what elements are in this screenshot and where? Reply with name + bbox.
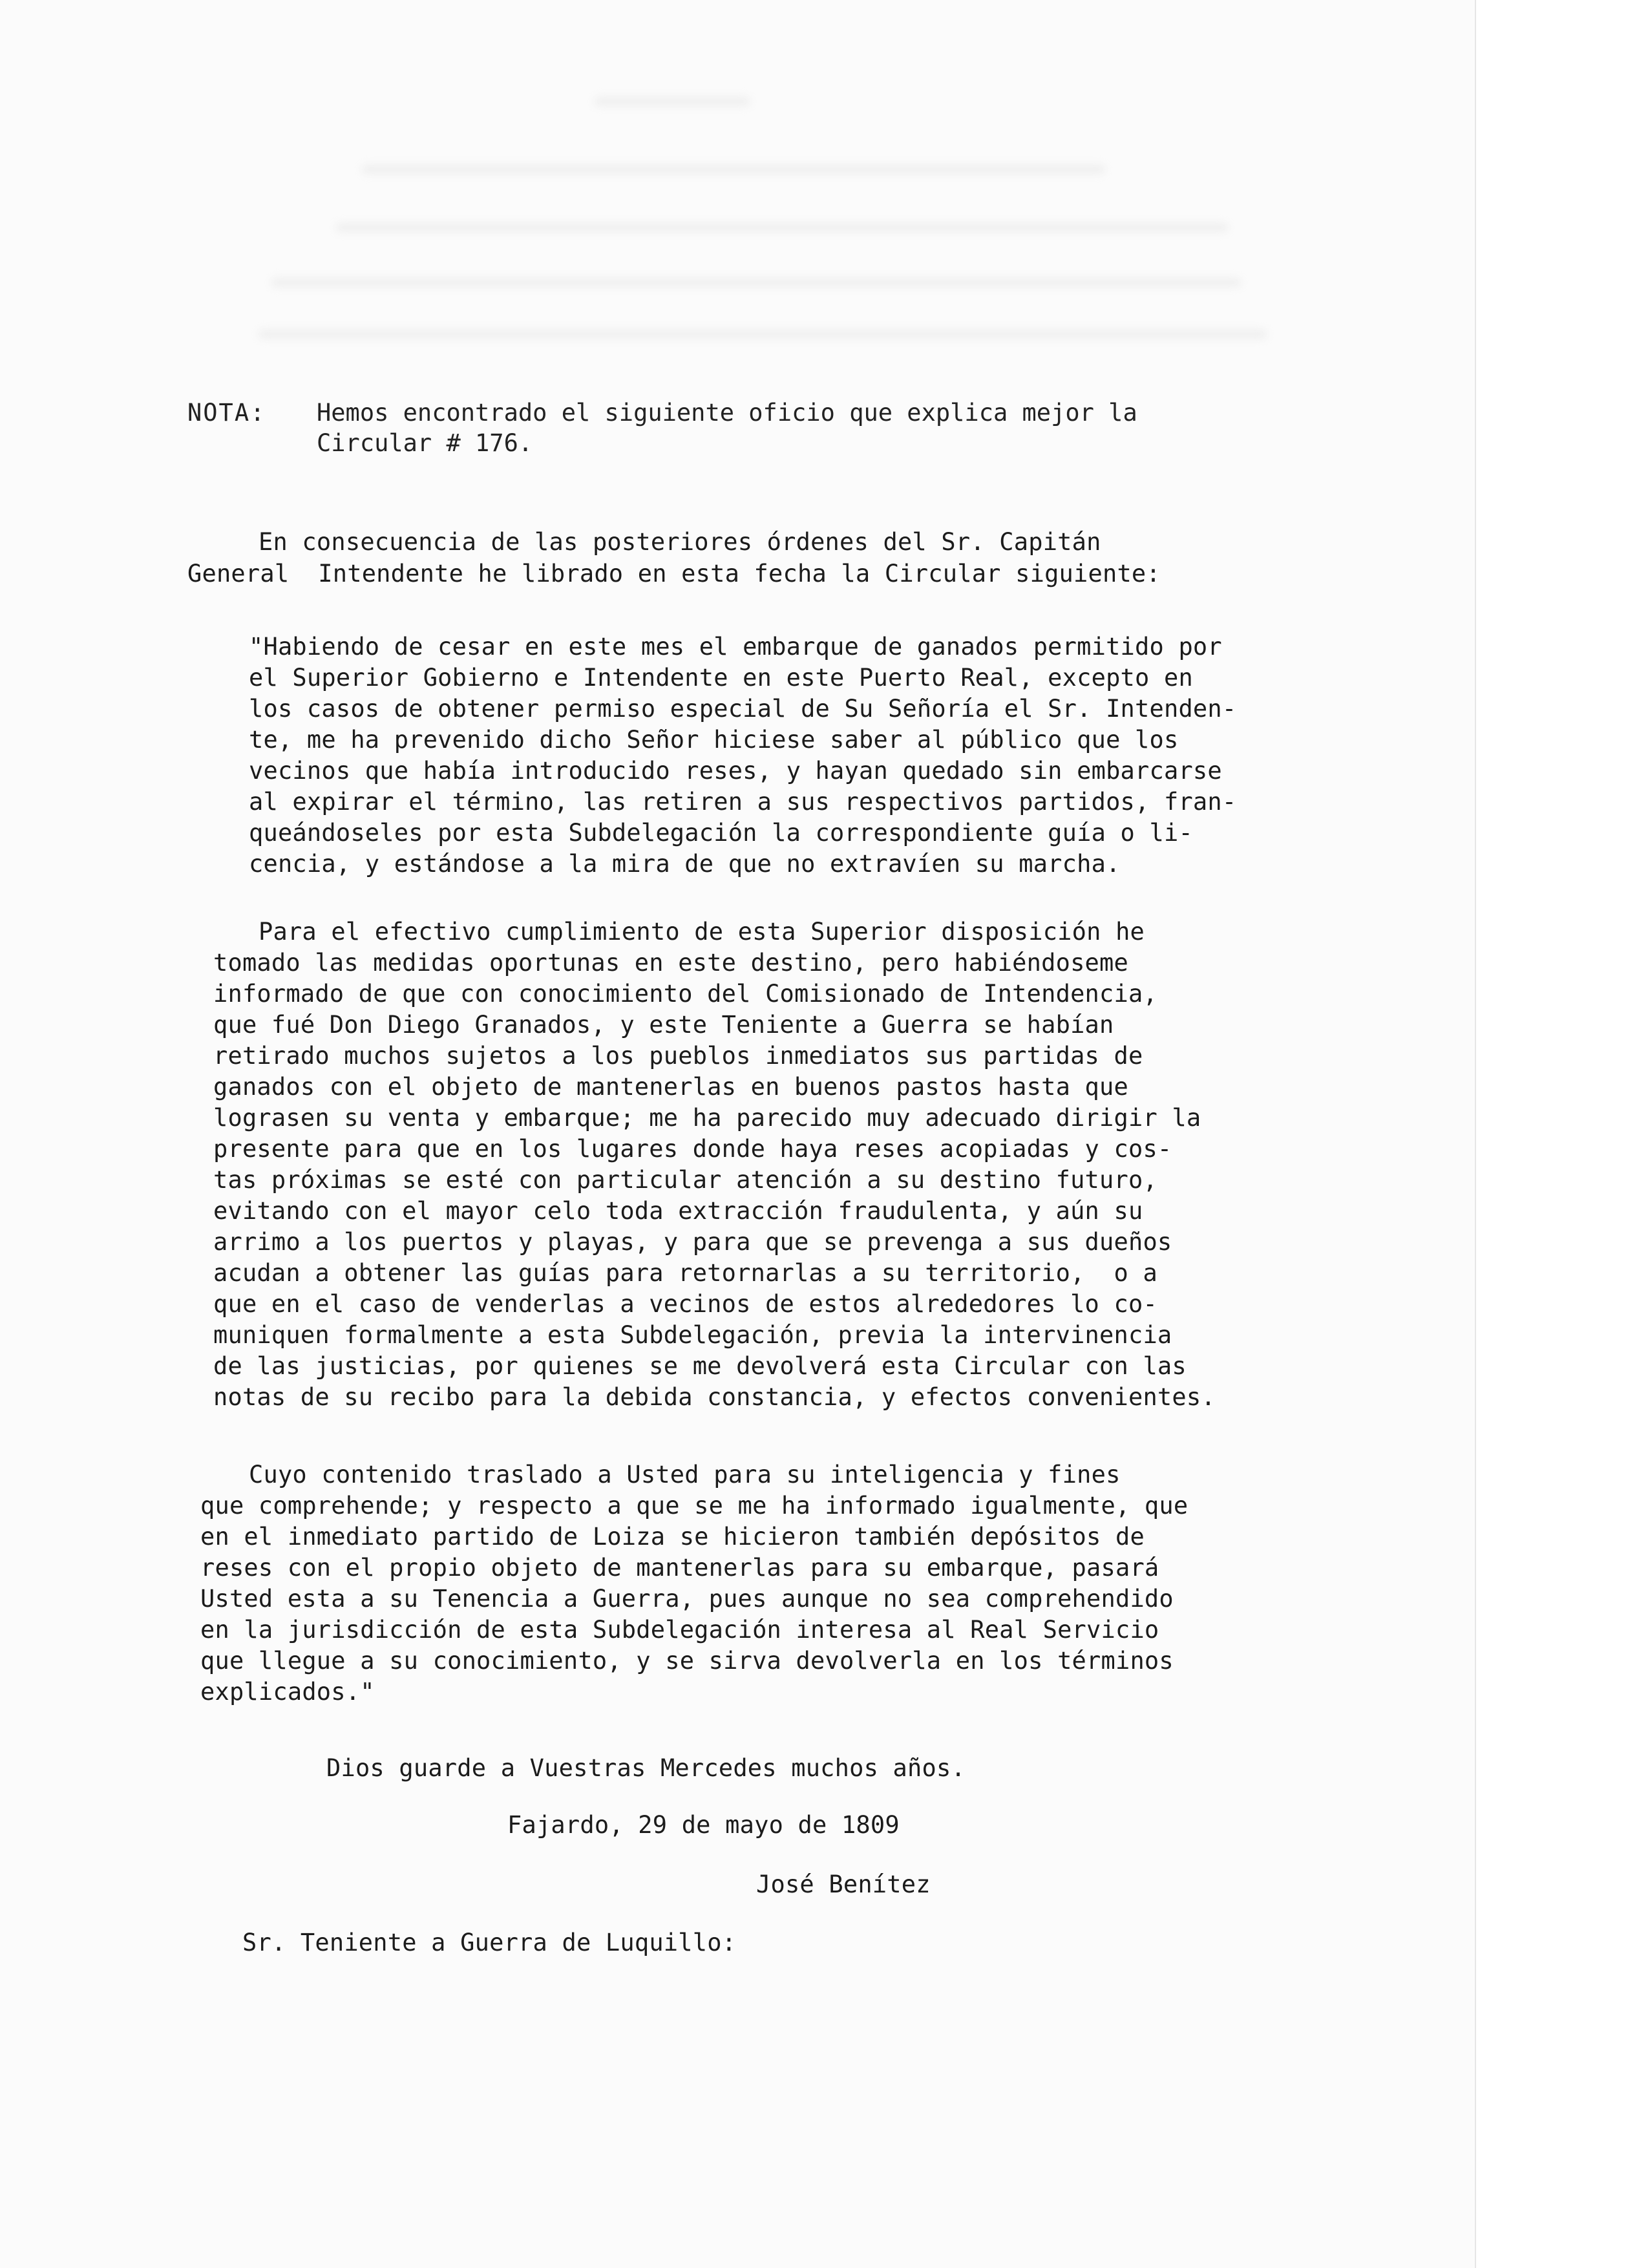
document-line: te, me ha prevenido dicho Señor hiciese saber al público que los: [249, 726, 1179, 754]
signature-name: José Benítez: [756, 1871, 931, 1898]
place-date: Fajardo, 29 de mayo de 1809: [507, 1811, 900, 1839]
document-line: General Intendente he librado en esta fecha la Circular siguiente:: [187, 560, 1161, 588]
document-line: retirado muchos sujetos a los pueblos inmediatos sus partidas de: [213, 1042, 1143, 1070]
document-line: En consecuencia de las posteriores órdenes del Sr. Capitán: [259, 528, 1101, 556]
document-line: cencia, y estándose a la mira de que no extravíen su marcha.: [249, 850, 1121, 878]
bleed-through-mark: [336, 223, 1228, 232]
document-line: ganados con el objeto de mantenerlas en buenos pastos hasta que: [213, 1073, 1128, 1101]
document-line: Usted esta a su Tenencia a Guerra, pues aunque no sea comprehendido: [200, 1585, 1174, 1613]
addressee: Sr. Teniente a Guerra de Luquillo:: [242, 1929, 737, 1956]
document-line: arrimo a los puertos y playas, y para que se prevenga a sus dueños: [213, 1228, 1172, 1256]
document-line: de las justicias, por quienes se me devolverá esta Circular con las: [213, 1352, 1187, 1380]
document-line: presente para que en los lugares donde haya reses acopiadas y cos-: [213, 1135, 1172, 1163]
document-line: queándoseles por esta Subdelegación la correspondiente guía o li-: [249, 819, 1193, 847]
document-line: notas de su recibo para la debida constancia, y efectos convenientes.: [213, 1383, 1216, 1411]
document-line: Para el efectivo cumplimiento de esta Superior disposición he: [259, 918, 1145, 946]
document-line: reses con el propio objeto de mantenerlas para su embarque, pasará: [200, 1554, 1159, 1582]
document-line: que comprehende; y respecto a que se me ha informado igualmente, que: [200, 1492, 1188, 1520]
bleed-through-mark: [595, 97, 750, 106]
document-line: que en el caso de venderlas a vecinos de estos alrededores lo co-: [213, 1290, 1157, 1318]
document-line: informado de que con conocimiento del Comisionado de Intendencia,: [213, 980, 1157, 1008]
nota-label: NOTA:: [187, 399, 266, 427]
document-line: evitando con el mayor celo toda extracción fraudulenta, y aún su: [213, 1197, 1143, 1225]
document-line: vecinos que había introducido reses, y hayan quedado sin embarcarse: [249, 757, 1222, 785]
document-line: que fué Don Diego Granados, y este Teniente a Guerra se habían: [213, 1011, 1114, 1039]
closing-salutation: Dios guarde a Vuestras Mercedes muchos años.: [326, 1754, 966, 1782]
bleed-through-mark: [362, 165, 1105, 174]
document-line: que llegue a su conocimiento, y se sirva devolverla en los términos: [200, 1647, 1174, 1675]
document-line: el Superior Gobierno e Intendente en este Puerto Real, excepto en: [249, 664, 1193, 692]
document-line: Cuyo contenido traslado a Usted para su inteligencia y fines: [249, 1461, 1121, 1489]
document-line: "Habiendo de cesar en este mes el embarque de ganados permitido por: [249, 633, 1222, 661]
document-line: tomado las medidas oportunas en este destino, pero habiéndoseme: [213, 949, 1128, 977]
document-line: muniquen formalmente a esta Subdelegación, previa la intervinencia: [213, 1321, 1172, 1349]
nota-text: Hemos encontrado el siguiente oficio que explica mejor la Circular # 176.: [317, 399, 1137, 457]
nota-block: [187, 397, 1273, 458]
document-line: explicados.": [200, 1678, 375, 1706]
document-line: en la jurisdicción de esta Subdelegación interesa al Real Servicio: [200, 1616, 1159, 1644]
bleed-through-mark: [259, 330, 1267, 339]
document-line: tas próximas se esté con particular atención a su destino futuro,: [213, 1166, 1157, 1194]
document-line: los casos de obtener permiso especial de Su Señoría el Sr. Intenden-: [249, 695, 1237, 723]
document-line: acudan a obtener las guías para retornarlas a su territorio, o a: [213, 1259, 1157, 1287]
document-line: al expirar el término, las retiren a sus respectivos partidos, fran-: [249, 788, 1237, 816]
bleed-through-mark: [271, 278, 1241, 287]
document-line: en el inmediato partido de Loiza se hicieron también depósitos de: [200, 1523, 1145, 1551]
document-line: lograsen su venta y embarque; me ha parecido muy adecuado dirigir la: [213, 1104, 1201, 1132]
